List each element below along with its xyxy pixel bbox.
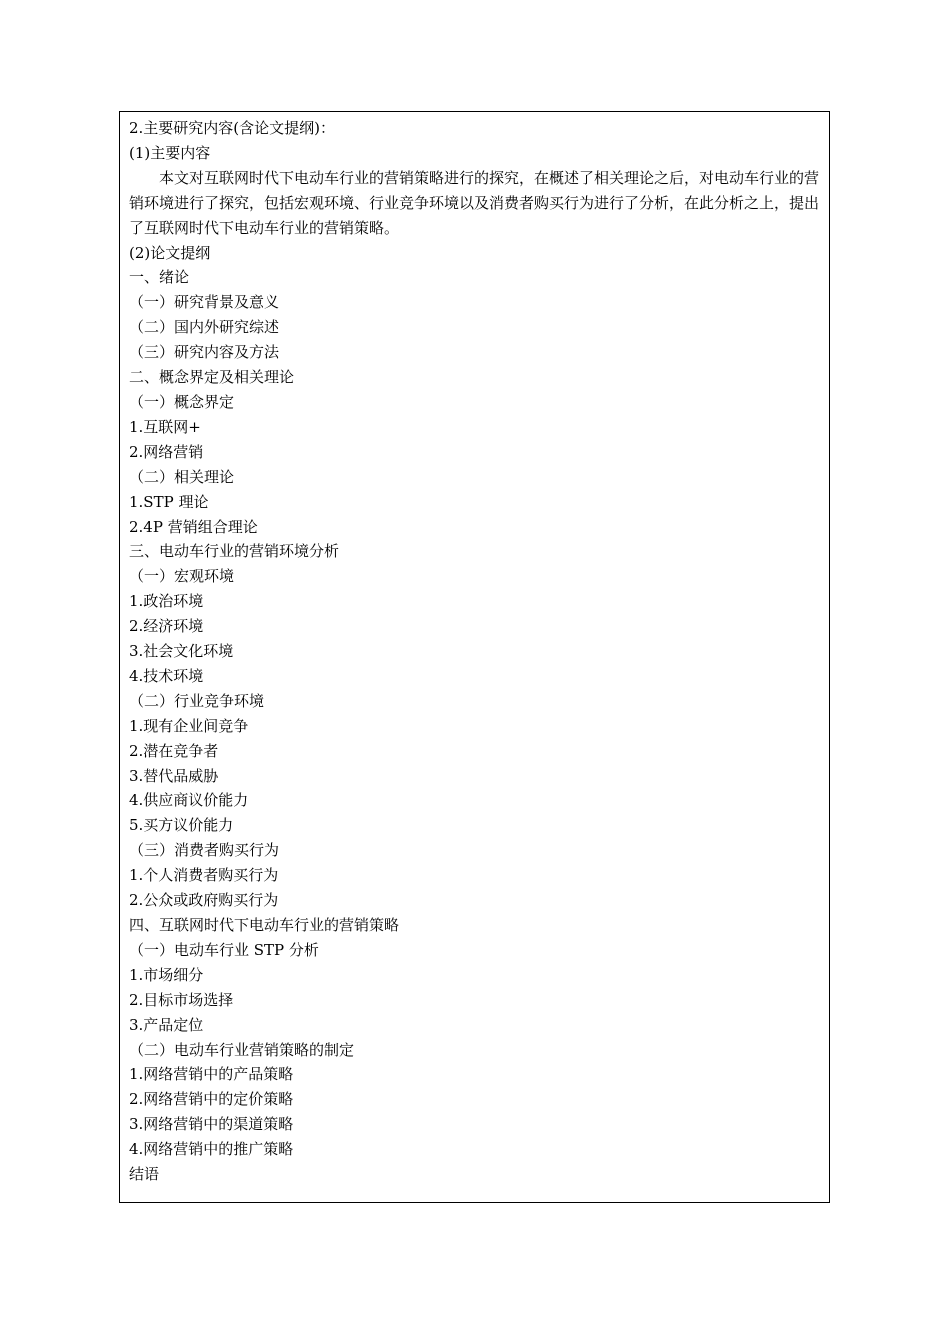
content-table-cell — [119, 111, 830, 1203]
outline-item: 2.经济环境 — [129, 617, 204, 636]
main-content-heading: (1)主要内容 — [129, 143, 211, 162]
outline-item: 1.市场细分 — [129, 965, 204, 984]
outline-item: 一、绪论 — [129, 268, 190, 287]
outline-item: 2.网络营销 — [129, 442, 204, 461]
outline-item: 4.供应商议价能力 — [129, 791, 249, 810]
outline-item: 2.公众或政府购买行为 — [129, 891, 279, 910]
outline-item: 2.网络营销中的定价策略 — [129, 1090, 294, 1109]
outline-item: 二、概念界定及相关理论 — [129, 368, 295, 387]
outline-item: 2.目标市场选择 — [129, 990, 234, 1009]
document-body — [129, 116, 819, 1187]
outline-item: 1.现有企业间竞争 — [129, 716, 249, 735]
outline-item: （二）国内外研究综述 — [129, 318, 280, 337]
outline-item: 1.政治环境 — [129, 592, 204, 611]
outline-item: （二）行业竞争环境 — [129, 691, 265, 710]
outline-item: （二）相关理论 — [129, 467, 235, 486]
outline-item: 2.潜在竞争者 — [129, 741, 219, 760]
outline-item: 四、互联网时代下电动车行业的营销策略 — [129, 916, 400, 934]
outline-item: 1.个人消费者购买行为 — [129, 866, 279, 885]
outline-item: 3.网络营销中的渠道策略 — [129, 1115, 294, 1134]
outline-item: 结语 — [129, 1165, 160, 1184]
outline-item: 三、电动车行业的营销环境分析 — [129, 542, 340, 561]
outline-item: （一）宏观环境 — [129, 567, 235, 586]
outline-item: 1.STP 理论 — [129, 492, 209, 511]
outline-item: 4.网络营销中的推广策略 — [129, 1140, 294, 1159]
section-title: 2.主要研究内容(含论文提纲)： — [129, 119, 336, 137]
outline-item: （三）研究内容及方法 — [129, 343, 280, 362]
outline-item: 3.替代品威胁 — [129, 766, 219, 785]
outline-item: （一）概念界定 — [129, 392, 235, 411]
outline-item: 1.网络营销中的产品策略 — [129, 1065, 294, 1084]
outline-item: 1.互联网+ — [129, 417, 201, 436]
outline-item: （三）消费者购买行为 — [129, 841, 280, 860]
outline-item: （一）电动车行业 STP 分析 — [129, 940, 319, 959]
outline-item: （二）电动车行业营销策略的制定 — [129, 1040, 355, 1059]
outline-item: 4.技术环境 — [129, 666, 204, 685]
outline-heading: (2)论文提纲 — [129, 243, 211, 262]
outline-item: （一）研究背景及意义 — [129, 293, 280, 312]
outline-item: 2.4P 营销组合理论 — [129, 517, 258, 536]
outline-item: 5.买方议价能力 — [129, 816, 234, 835]
outline-item: 3.社会文化环境 — [129, 642, 234, 661]
outline-item: 3.产品定位 — [129, 1015, 204, 1034]
main-content-paragraph: 本文对互联网时代下电动车行业的营销策略进行的探究，在概述了相关理论之后，对电动车行业的营销环境进行了探究，包括宏观环境、行业竞争环境以及消费者购买行为进行了分析，在此分析之上，提出了互联网时代下电动车行业的营销策略。 — [129, 168, 820, 237]
